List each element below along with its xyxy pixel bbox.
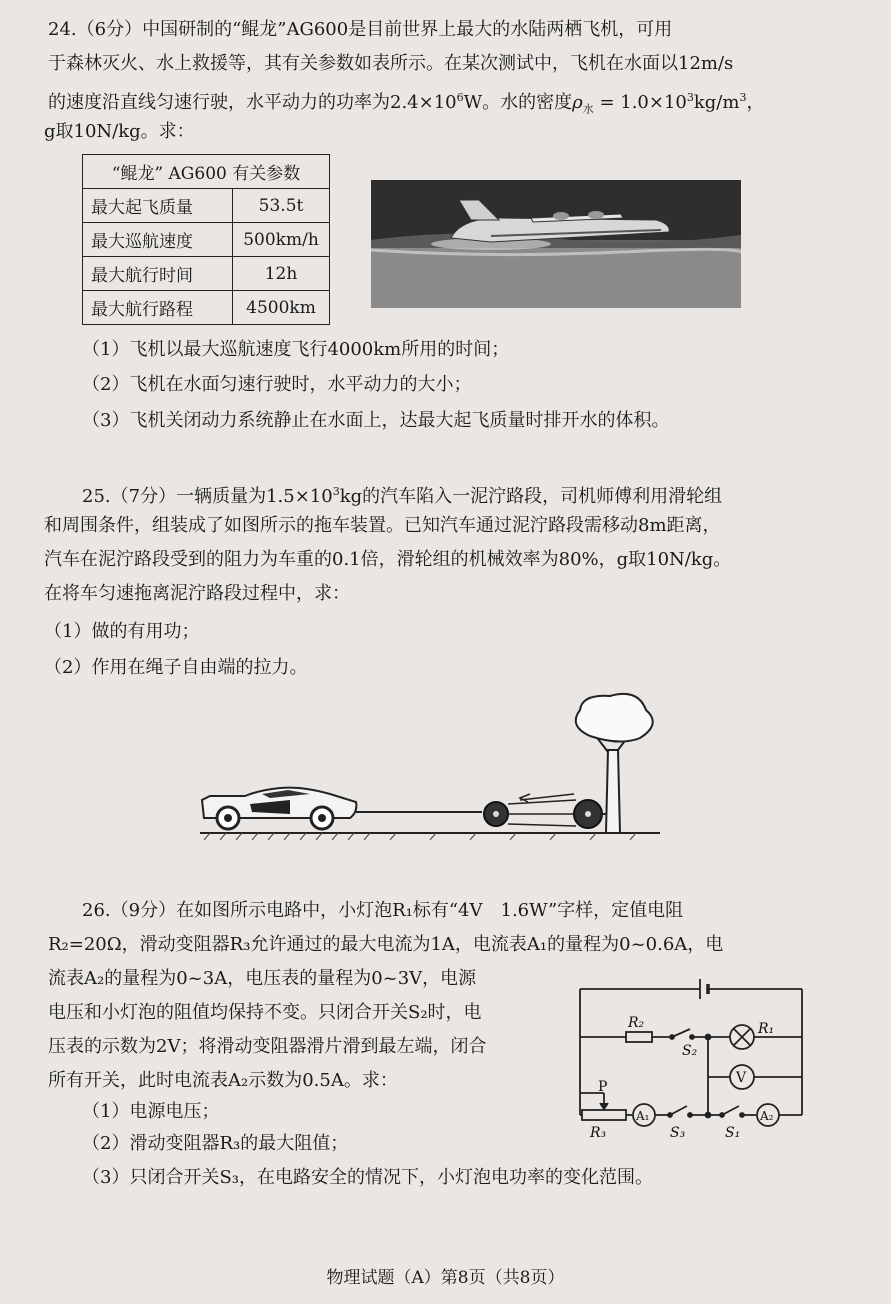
q25-line-1a: 25.（7分）一辆质量为1.5×10 bbox=[82, 486, 333, 507]
towing-diagram bbox=[190, 690, 670, 850]
label-p: P bbox=[598, 1079, 608, 1095]
q26-sub-1: （1）电源电压； bbox=[82, 1101, 220, 1122]
table-row bbox=[83, 223, 330, 257]
s3-switch bbox=[670, 1106, 687, 1115]
circuit-diagram bbox=[570, 975, 810, 1145]
label-s3: S₃ bbox=[670, 1125, 686, 1141]
q24-line-4: g取10N/kg。求： bbox=[44, 121, 195, 142]
q24-line-1: 24.（6分）中国研制的“鲲龙”AG600是目前世界上最大的水陆两栖飞机，可用 bbox=[48, 19, 673, 40]
param-value: 53.5t bbox=[233, 189, 330, 223]
param-value: 500km/h bbox=[233, 223, 330, 257]
param-name: 最大巡航速度 bbox=[83, 223, 233, 257]
q25-line-2: 和周围条件，组装成了如图所示的拖车装置。已知汽车通过泥泞路段需移动8m距离， bbox=[44, 515, 721, 536]
s2-switch bbox=[672, 1029, 690, 1037]
param-name: 最大航行路程 bbox=[83, 291, 233, 325]
table-title: “鲲龙” AG600 有关参数 bbox=[83, 155, 330, 189]
pulley-group bbox=[484, 794, 612, 828]
label-a1: A₁ bbox=[636, 1109, 650, 1123]
param-name: 最大航行时间 bbox=[83, 257, 233, 291]
q25-line-3: 汽车在泥泞路段受到的阻力为车重的0.1倍，滑轮组的机械效率为80%，g取10N/kg。 bbox=[44, 549, 732, 570]
label-a2: A₂ bbox=[760, 1109, 774, 1123]
q25-line-4: 在将车匀速拖离泥泞路段过程中，求： bbox=[44, 583, 350, 604]
q24-line-3b: W。水的密度 bbox=[463, 92, 573, 113]
q24-line-3a: 的速度沿直线匀速行驶，水平动力的功率为2.4×10 bbox=[48, 92, 457, 113]
label-r2: R₂ bbox=[628, 1015, 645, 1031]
q26-sub-3: （3）只闭合开关S₃，在电路安全的情况下，小灯泡电功率的变化范围。 bbox=[82, 1167, 653, 1188]
q24-line-2: 于森林灭火、水上救援等，其有关参数如表所示。在某次测试中，飞机在水面以12m/s bbox=[48, 53, 734, 74]
q25-exp: 3 bbox=[332, 485, 340, 498]
q24-sub-1: （1）飞机以最大巡航速度飞行4000km所用的时间； bbox=[82, 339, 510, 360]
rho-sub: 水 bbox=[582, 102, 594, 116]
q25-sub-2: （2）作用在绳子自由端的拉力。 bbox=[44, 657, 308, 678]
parameter-table bbox=[82, 154, 330, 325]
q24-sub-3: （3）飞机关闭动力系统静止在水面上，达最大起飞质量时排开水的体积。 bbox=[82, 410, 670, 431]
q24-exp-3: 3 bbox=[739, 91, 747, 104]
q24-line-3c: = 1.0×10 bbox=[593, 92, 687, 113]
page-footer: 物理试题（A）第8页（共8页） bbox=[326, 1268, 565, 1288]
q26-line-1: 26.（9分）在如图所示电路中，小灯泡R₁标有“4V 1.6W”字样，定值电阻 bbox=[82, 900, 684, 921]
label-s1: S₁ bbox=[725, 1125, 741, 1141]
seaplane-photo bbox=[371, 180, 741, 308]
param-name: 最大起飞质量 bbox=[83, 189, 233, 223]
q26-line-2: R₂=20Ω，滑动变阻器R₃允许通过的最大电流为1A，电流表A₁的量程为0~0.6A，电 bbox=[48, 934, 724, 955]
rho-symbol: ρ bbox=[572, 92, 583, 113]
q24-exp-2: 3 bbox=[686, 91, 694, 104]
q26-sub-2: （2）滑动变阻器R₃的最大阻值； bbox=[82, 1133, 349, 1154]
q24-line-3d: kg/m bbox=[693, 92, 740, 113]
table-row bbox=[83, 189, 330, 223]
label-r1: R₁ bbox=[758, 1021, 775, 1037]
label-v: V bbox=[736, 1070, 747, 1086]
param-value: 4500km bbox=[233, 291, 330, 325]
q26-line-4: 电压和小灯泡的阻值均保持不变。只闭合开关S₂时，电 bbox=[48, 1002, 482, 1023]
label-s2: S₂ bbox=[682, 1043, 698, 1059]
param-value: 12h bbox=[233, 257, 330, 291]
q24-sub-2: （2）飞机在水面匀速行驶时，水平动力的大小； bbox=[82, 374, 472, 395]
q26-line-3: 流表A₂的量程为0~3A，电压表的量程为0~3V，电源 bbox=[48, 968, 477, 989]
car-drawing bbox=[202, 788, 356, 829]
table-row bbox=[83, 291, 330, 325]
q25-sub-1: （1）做的有用功； bbox=[44, 621, 200, 642]
s1-switch bbox=[722, 1106, 739, 1115]
table-row bbox=[83, 257, 330, 291]
label-r3: R₃ bbox=[590, 1125, 607, 1141]
q24-line-3f: ， bbox=[746, 92, 765, 113]
q24-exp-1: 6 bbox=[456, 91, 464, 104]
q26-line-5: 压表的示数为2V；将滑动变阻器滑片滑到最左端，闭合 bbox=[48, 1036, 487, 1057]
r3-rheostat bbox=[582, 1110, 626, 1120]
r2-resistor bbox=[626, 1032, 652, 1042]
q25-line-1b: kg的汽车陷入一泥泞路段，司机师傅利用滑轮组 bbox=[339, 486, 723, 507]
q25-line-1 bbox=[82, 478, 722, 511]
q26-line-6: 所有开关，此时电流表A₂示数为0.5A。求： bbox=[48, 1070, 398, 1091]
